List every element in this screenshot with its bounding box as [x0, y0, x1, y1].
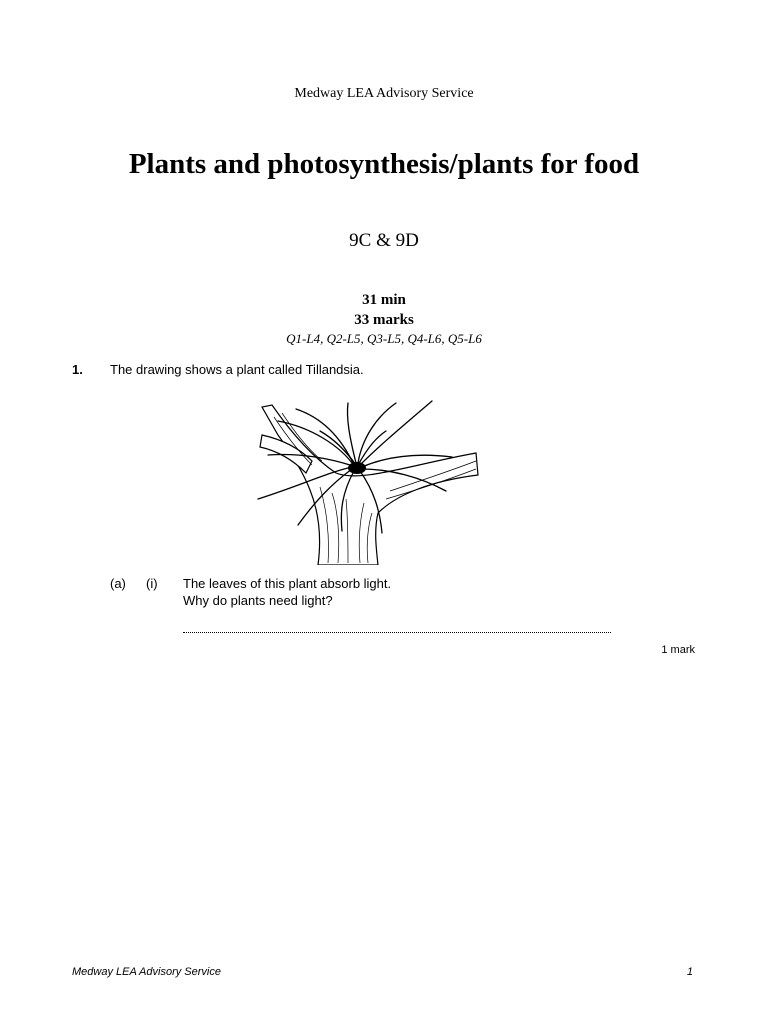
page-title: Plants and photosynthesis/plants for food: [128, 148, 640, 180]
page-number: 1: [686, 966, 693, 978]
page-header: Medway LEA Advisory Service: [294, 86, 474, 101]
mark-allocation: 1 mark: [661, 644, 695, 656]
footer-service: Medway LEA Advisory Service: [72, 966, 221, 978]
part-label: (a): [110, 576, 126, 591]
subquestion-text-line-1: The leaves of this plant absorb light.: [183, 576, 392, 591]
subpart-label: (i): [146, 576, 158, 591]
total-marks: 33 marks: [354, 312, 414, 328]
question-text: The drawing shows a plant called Tillandsia.: [110, 362, 364, 377]
question-number: 1.: [72, 362, 83, 377]
page-subtitle: 9C & 9D: [349, 230, 419, 251]
test-duration: 31 min: [362, 292, 406, 308]
question-levels: Q1-L4, Q2-L5, Q3-L5, Q4-L6, Q5-L6: [286, 331, 482, 346]
tillandsia-drawing: [250, 395, 480, 565]
answer-line[interactable]: [183, 628, 611, 633]
subquestion-text-line-2: Why do plants need light?: [183, 593, 333, 608]
